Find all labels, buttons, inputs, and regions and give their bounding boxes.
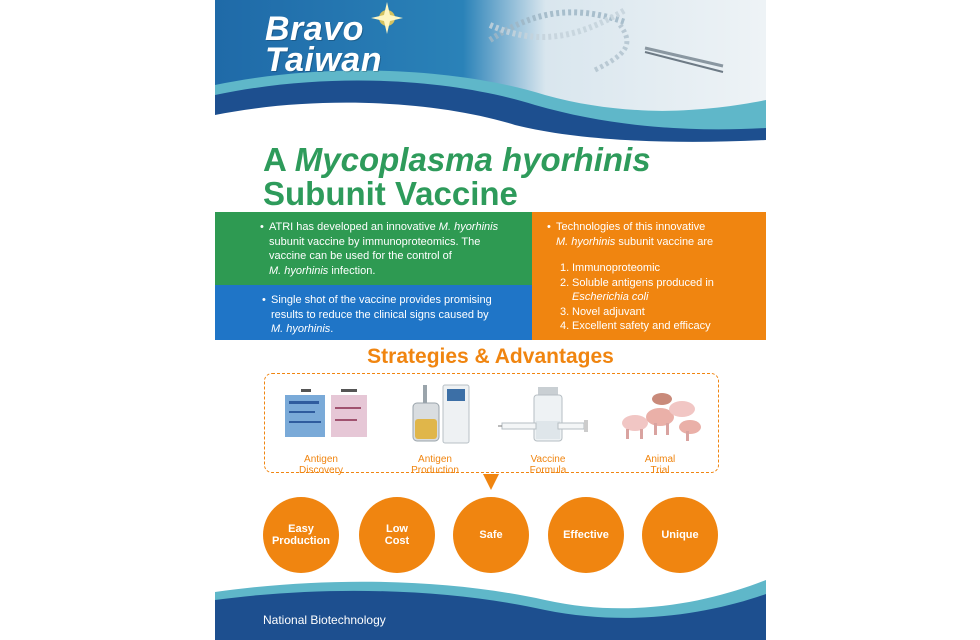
arrow-down-icon <box>483 474 499 490</box>
green-info-panel <box>215 212 532 285</box>
advantage-safe <box>453 497 529 573</box>
title-italic: Mycoplasma hyorhinis <box>294 141 651 178</box>
advantage-label: Safe <box>479 528 503 541</box>
orange-italic: M. hyorhinis <box>556 235 616 248</box>
strategy-label-1: Antigen <box>418 454 452 465</box>
blue-info-panel <box>215 285 532 340</box>
pigs-icon <box>610 377 710 449</box>
list-text: Immunoproteomic <box>572 262 661 274</box>
list-italic: Escherichia coli <box>572 291 649 303</box>
list-text: Soluble antigens produced in <box>572 276 714 289</box>
bullet-icon: • <box>260 221 264 233</box>
title-line1 <box>263 143 651 177</box>
orange-info-panel <box>532 212 766 340</box>
orange-text-2: subunit vaccine are <box>615 235 714 248</box>
list-text: Excellent safety and efficacy <box>572 320 711 332</box>
advantage-easy-production <box>263 497 339 573</box>
advantage-low-cost <box>359 497 435 573</box>
advantage-label: Low <box>385 522 408 535</box>
advantage-label: Easy <box>288 522 314 535</box>
advantage-label: Cost <box>384 535 410 547</box>
list-item <box>560 305 766 320</box>
strategy-label-2: Discovery <box>299 465 343 476</box>
strategy-label-2: Production <box>411 465 459 476</box>
strategy-label-2: Formula <box>529 465 567 476</box>
technology-list <box>560 261 766 334</box>
advantage-label: Effective <box>563 528 609 541</box>
strategy-antigen-production <box>385 377 485 476</box>
title-prefix: A <box>263 141 295 178</box>
list-item <box>560 276 766 305</box>
page-title <box>263 143 651 211</box>
green-text-2: subunit vaccine by immunoproteomics. The <box>269 235 481 248</box>
vial-syringe-icon <box>498 377 598 449</box>
advantage-effective <box>548 497 624 573</box>
strategies-box <box>264 373 719 476</box>
list-number: 1. <box>560 262 570 274</box>
bullet-item <box>262 293 532 337</box>
blue-italic: M. hyorhinis <box>271 323 331 335</box>
list-item <box>560 319 766 334</box>
blue-text-1: Single shot of the vaccine provides promising <box>271 294 492 306</box>
blue-text-2: results to reduce the clinical signs caused by <box>271 308 489 321</box>
list-text: Novel adjuvant <box>572 305 645 318</box>
strategies-heading: Strategies & Advantages <box>367 345 614 368</box>
strategy-animal-trial <box>610 377 710 476</box>
strategy-vaccine-formula <box>498 377 598 476</box>
strategy-label-2: Trial <box>650 465 670 476</box>
advantage-unique <box>642 497 718 573</box>
footer-label: National Biotechnology <box>263 613 386 627</box>
green-italic-2: M. hyorhinis <box>269 264 329 277</box>
list-number: 2. <box>560 276 570 289</box>
bullet-icon: • <box>262 294 266 306</box>
bioreactor-icon <box>385 377 485 449</box>
green-text-3: vaccine can be used for the control of <box>269 250 452 262</box>
title-line2: Subunit Vaccine <box>263 175 518 212</box>
bullet-icon: • <box>547 221 551 233</box>
green-text-1: ATRI has developed an innovative <box>269 221 439 233</box>
advantage-label: Production <box>271 535 331 547</box>
logo-line1: Bravo <box>265 10 364 48</box>
gel-blot-icon <box>271 377 371 449</box>
strategy-antigen-discovery <box>271 377 371 476</box>
list-number: 4. <box>560 320 570 332</box>
green-italic-1: M. hyorhinis <box>438 221 499 233</box>
bullet-item <box>260 220 532 278</box>
strategy-label-1: Animal <box>644 454 676 465</box>
green-text-4: infection. <box>328 264 376 277</box>
poster <box>215 0 766 640</box>
orange-text-1: Technologies of this innovative <box>556 221 706 233</box>
blue-text-end: . <box>330 323 334 335</box>
logo-line2: Taiwan <box>265 41 382 79</box>
advantage-label: Unique <box>661 528 699 541</box>
header-banner <box>215 0 766 145</box>
list-number: 3. <box>560 305 570 318</box>
bravo-taiwan-logo <box>265 10 382 79</box>
list-item <box>560 261 766 276</box>
strategy-label-1: Antigen <box>304 454 338 465</box>
footer-wave-graphic <box>215 570 766 640</box>
bullet-item <box>547 220 766 249</box>
strategy-label-1: Vaccine <box>530 454 566 465</box>
